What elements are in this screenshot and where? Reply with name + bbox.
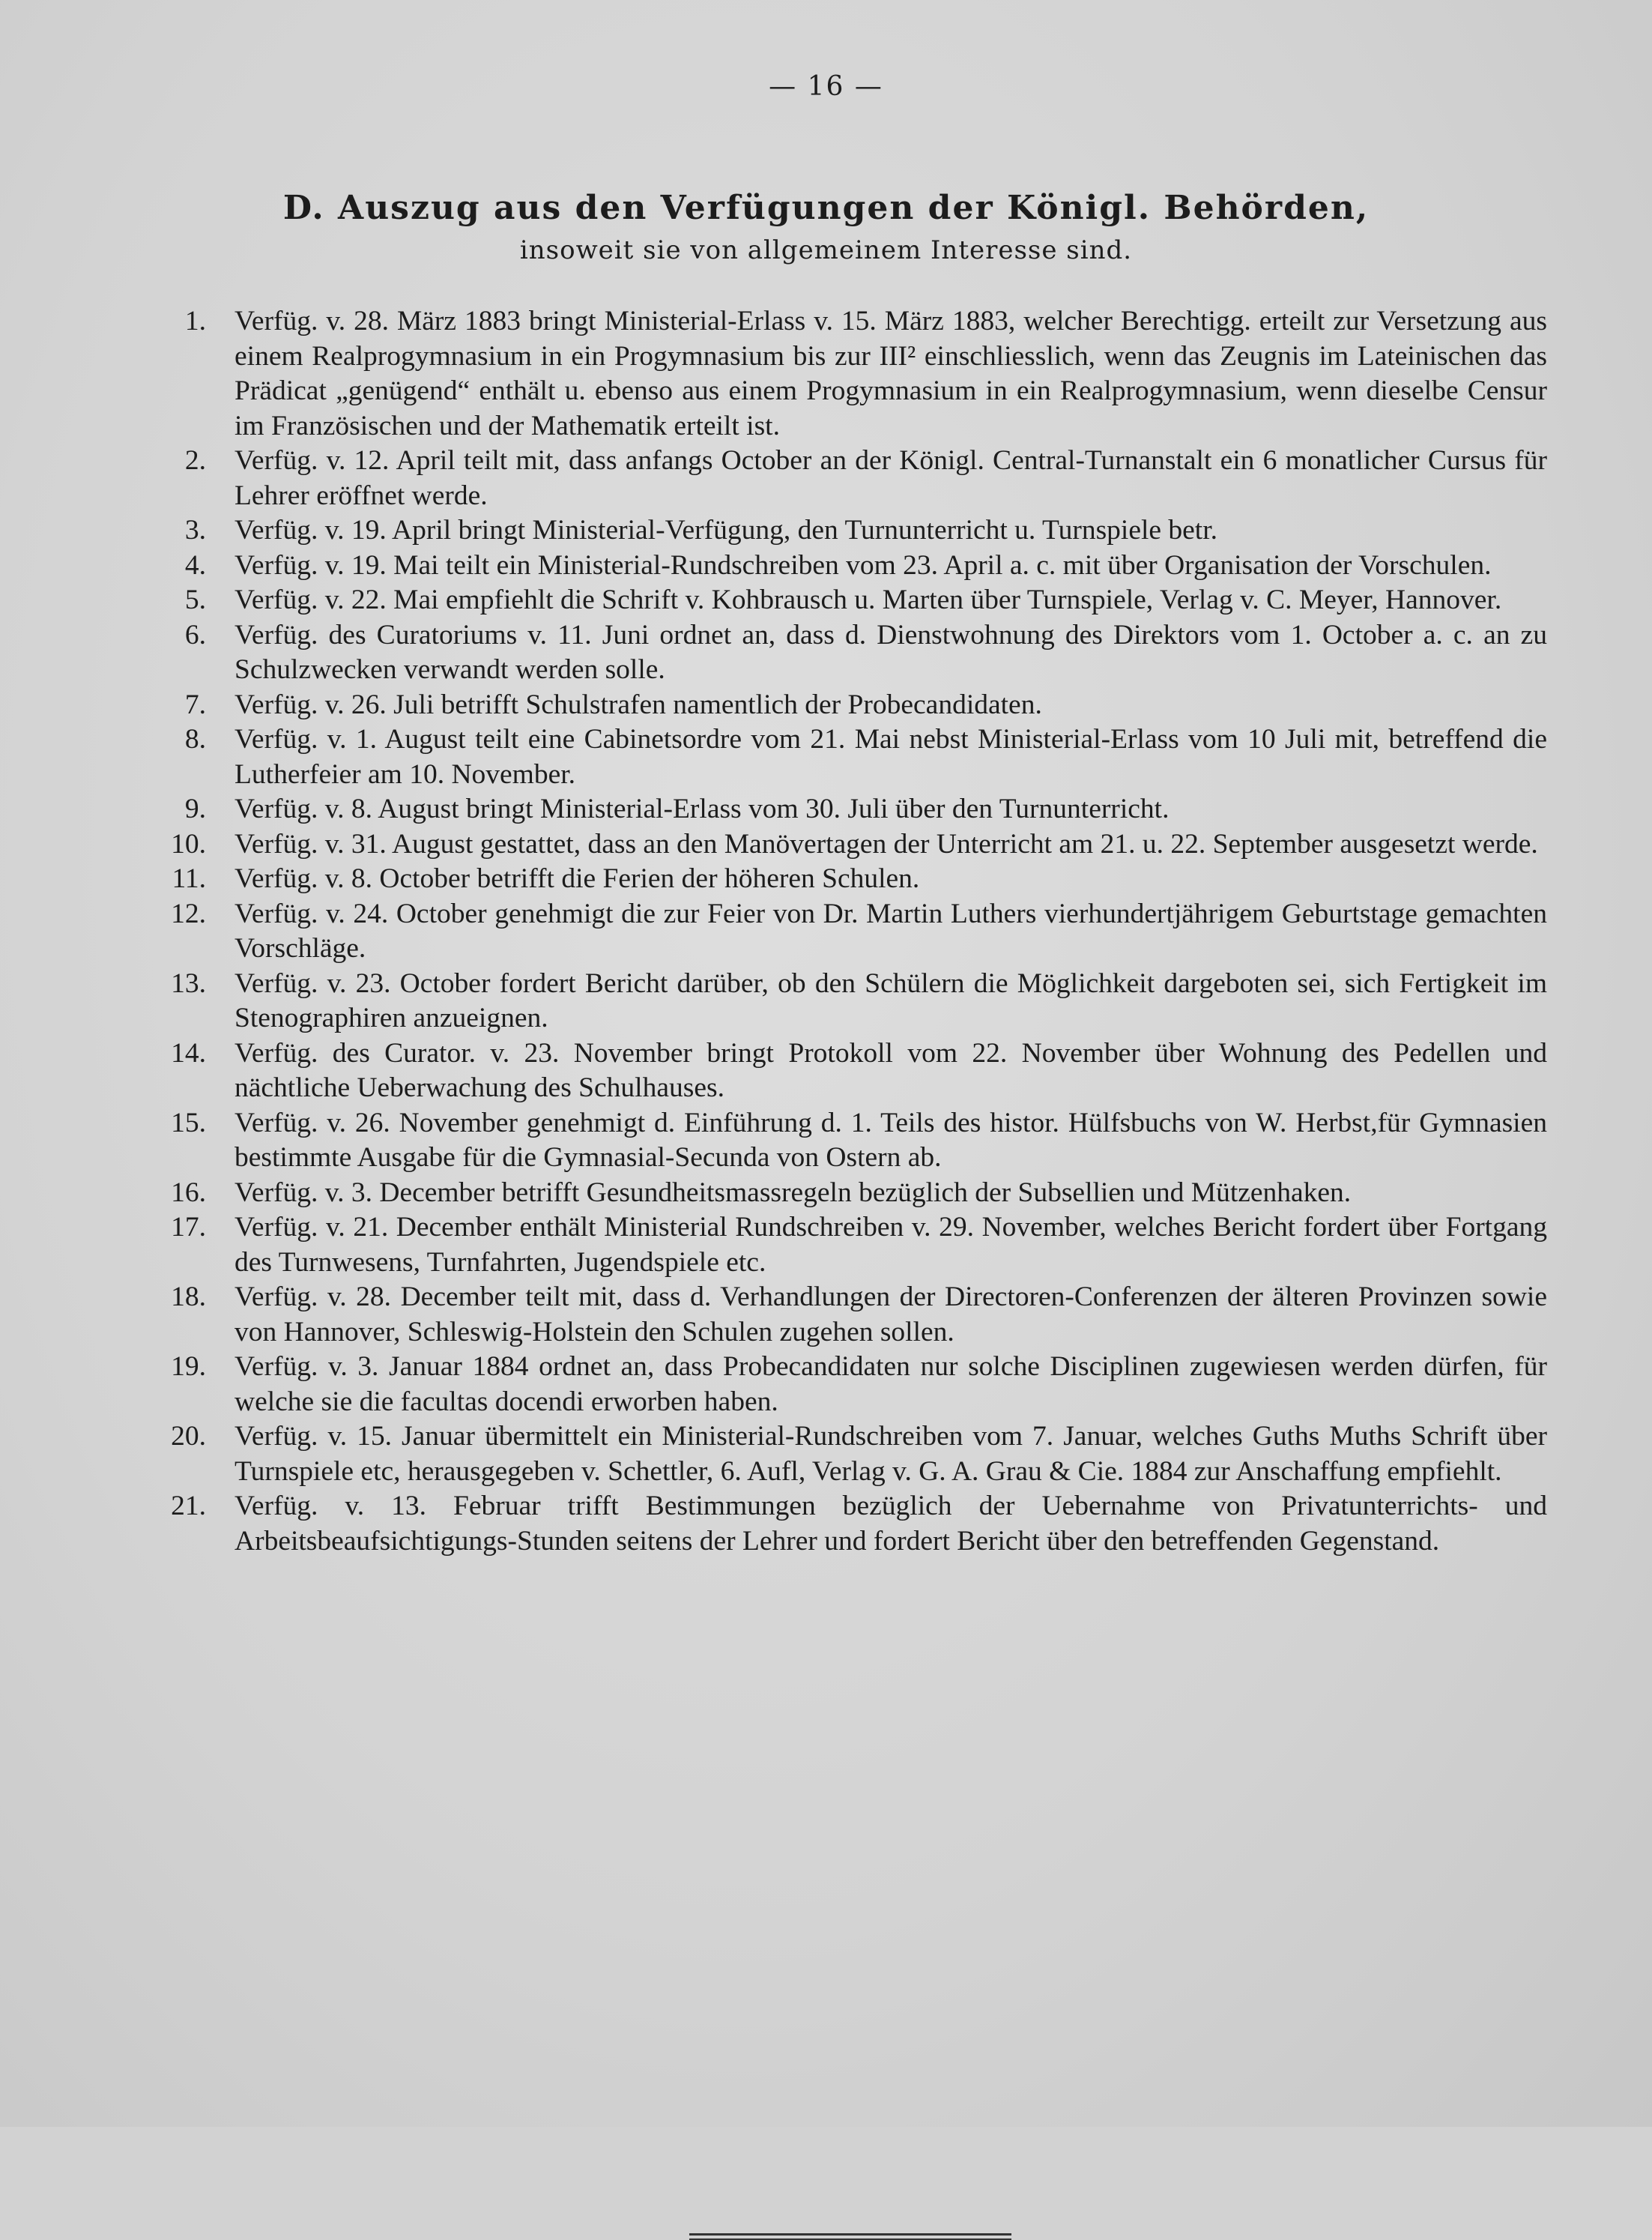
decree-item (139, 1419, 1547, 1489)
decree-number: 7. (184, 689, 206, 720)
decree-item (139, 1176, 1547, 1211)
decree-text: Verfüg. v. 15. Januar übermittelt ein Ministerial-Rundschreiben vom 7. Januar, welches Guths Muths Schrift über Turnspiele etc, herausgegeben v. Schettler, 6. Aufl, Verlag v. G. A. Grau & Cie. 1884 zur Anschaffung empfiehlt. (235, 1421, 1547, 1487)
decree-number: 6. (184, 619, 206, 650)
section-subheading: insoweit sie von allgemeinem Interesse sind. (519, 235, 1133, 265)
decree-text: Verfüg. v. 12. April teilt mit, dass anfangs October an der Königl. Central-Turnanstalt ein 6 monatlicher Cursus für Lehrer eröffnet werde. (235, 445, 1547, 511)
section-heading: D. Auszug aus den Verfügungen der Königl. Behörden, (282, 189, 1370, 227)
decree-item (139, 1210, 1547, 1280)
decree-number: 21. (171, 1491, 206, 1521)
decree-number: 13. (171, 967, 206, 999)
decree-text: Verfüg. v. 19. Mai teilt ein Ministerial-Rundschreiben vom 23. April a. c. mit über Organisation der Vorschulen. (235, 549, 1492, 581)
decree-item (139, 792, 1547, 827)
decree-text: Verfüg. v. 28. März 1883 bringt Ministerial-Erlass v. 15. März 1883, welcher Berechtigg. erteilt zur Versetzung aus einem Realprogymnasium in ein Progymnasium bis zur III² einschliesslich, wenn das Zeugnis im Lateinischen das Prädicat „genügend“ enthält u. ebenso aus einem Progymnasium in ein Realprogymnasium, wenn dieselbe Censur im Französischen und der Mathematik erteilt ist. (235, 306, 1547, 441)
decree-text: Verfüg. des Curatoriums v. 11. Juni ordnet an, dass d. Dienstwohnung des Direktors vom 1. October a. c. an zu Schulzwecken verwandt werden solle. (235, 619, 1547, 685)
decree-number: 15. (171, 1107, 206, 1138)
decree-text: Verfüg. v. 3. December betrifft Gesundheitsmassregeln bezüglich der Subsellien und Mützenhaken. (235, 1177, 1352, 1208)
decree-number: 9. (184, 794, 206, 824)
decree-item (139, 1280, 1547, 1350)
decree-item (139, 444, 1547, 513)
decree-item (139, 1036, 1547, 1106)
decree-item (139, 827, 1547, 863)
decree-item (139, 897, 1547, 967)
decree-number: 10. (171, 828, 206, 860)
decree-item (139, 618, 1547, 688)
decree-number: 17. (171, 1212, 206, 1243)
decree-text: Verfüg. v. 21. December enthält Ministerial Rundschreiben v. 29. November, welches Bericht fordert über Fortgang des Turnwesens, Turnfahrten, Jugendspiele etc. (235, 1212, 1547, 1278)
decree-number: 1. (184, 306, 206, 336)
decree-number: 12. (171, 898, 206, 929)
decree-number: 4. (184, 549, 206, 581)
decree-item (139, 304, 1547, 444)
decree-text: Verfüg. v. 8. August bringt Ministerial-Erlass vom 30. Juli über den Turnunterricht. (235, 794, 1170, 824)
decree-number: 8. (184, 724, 206, 755)
decree-text: Verfüg. v. 26. November genehmigt d. Einführung d. 1. Teils des histor. Hülfsbuchs von W. Herbst,für Gymnasien bestimmte Ausgabe für die Gymnasial-Secunda von Ostern ab. (235, 1107, 1547, 1173)
decree-item (139, 583, 1547, 618)
decree-number: 11. (172, 863, 206, 894)
decree-text: Verfüg. v. 22. Mai empfiehlt die Schrift v. Kohbrausch u. Marten über Turnspiele, Verlag v. C. Meyer, Hannover. (235, 585, 1502, 615)
decree-number: 16. (171, 1177, 206, 1208)
decree-item (139, 549, 1547, 584)
decree-number: 20. (171, 1421, 206, 1452)
decree-text: Verfüg. v. 31. August gestattet, dass an den Manövertagen der Unterricht am 21. u. 22. September ausgesetzt werde. (235, 828, 1538, 860)
page-number: — 16 — (769, 71, 883, 102)
decree-text: Verfüg. v. 13. Februar trifft Bestimmungen bezüglich der Uebernahme von Privatunterrichts- und Arbeitsbeaufsichtigungs-Stunden seitens der Lehrer und fordert Bericht über den betreffenden Gegenstand. (235, 1491, 1547, 1557)
decree-text: Verfüg. v. 26. Juli betrifft Schulstrafen namentlich der Probecandidaten. (235, 689, 1042, 720)
decree-number: 19. (171, 1351, 206, 1382)
decree-item (139, 1489, 1547, 1559)
decree-number: 5. (184, 585, 206, 615)
decree-text: Verfüg. v. 24. October genehmigt die zur Feier von Dr. Martin Luthers vierhundertjährigem Geburtstage gemachten Vorschläge. (235, 898, 1547, 964)
decree-item (139, 688, 1547, 723)
decree-item (139, 1106, 1547, 1176)
decree-item (139, 967, 1547, 1036)
decree-number: 2. (184, 445, 206, 476)
decree-text: Verfüg. v. 23. October fordert Bericht darüber, ob den Schülern die Möglichkeit dargeboten sei, sich Fertigkeit im Stenographiren anzueignen. (235, 967, 1547, 1033)
decree-list (139, 304, 1547, 1559)
decree-text: Verfüg. des Curator. v. 23. November bringt Protokoll vom 22. November über Wohnung des Pedellen und nächtliche Ueberwachung des Schulhauses. (235, 1037, 1547, 1103)
decree-item (139, 513, 1547, 549)
decree-item (139, 862, 1547, 897)
decree-item (139, 722, 1547, 792)
decree-text: Verfüg. v. 1. August teilt eine Cabinetsordre vom 21. Mai nebst Ministerial-Erlass vom 10 Juli mit, betreffend die Lutherfeier am 10. November. (235, 724, 1547, 790)
decree-text: Verfüg. v. 8. October betrifft die Ferien der höheren Schulen. (235, 863, 920, 894)
decree-number: 18. (171, 1281, 206, 1312)
decree-text: Verfüg. v. 3. Januar 1884 ordnet an, dass Probecandidaten nur solche Disciplinen zugewiesen werden dürfen, für welche sie die facultas docendi erworben haben. (235, 1351, 1547, 1417)
decree-text: Verfüg. v. 28. December teilt mit, dass d. Verhandlungen der Directoren-Conferenzen der älteren Provinzen sowie von Hannover, Schleswig-Holstein den Schulen zugehen sollen. (235, 1281, 1547, 1347)
decree-item (139, 1350, 1547, 1419)
decree-text: Verfüg. v. 19. April bringt Ministerial-Verfügung, den Turnunterricht u. Turnspiele betr. (235, 515, 1218, 546)
closing-rule (689, 2233, 1011, 2236)
decree-number: 14. (171, 1037, 206, 1069)
decree-number: 3. (184, 515, 206, 546)
